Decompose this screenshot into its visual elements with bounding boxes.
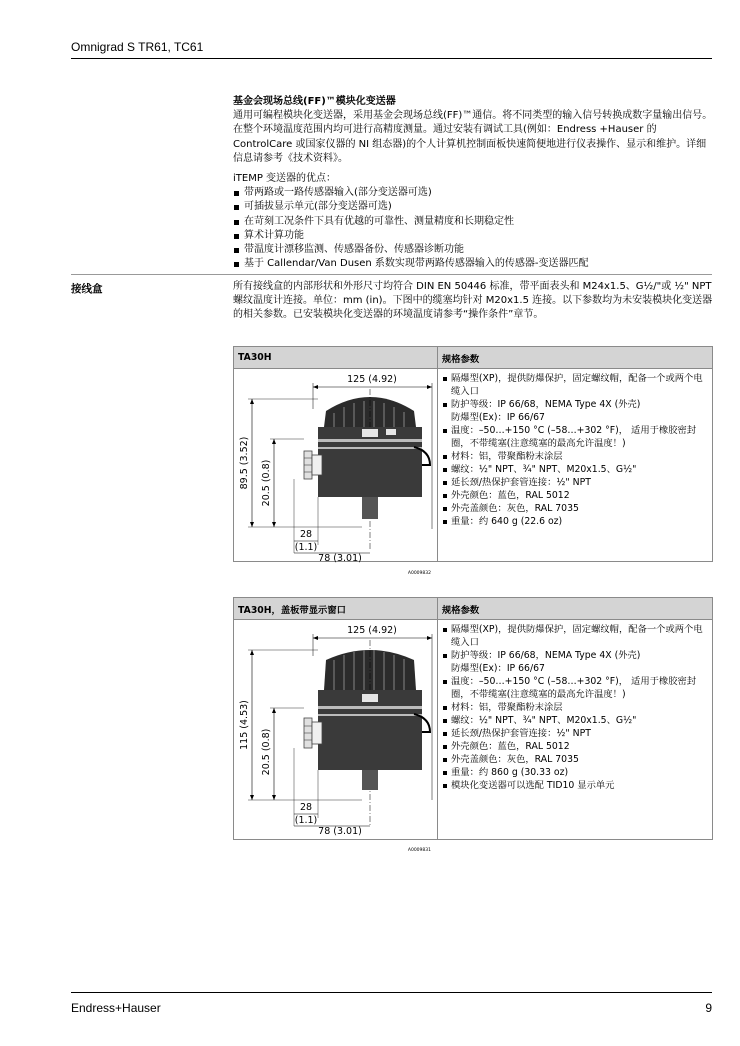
list-item: 基于 Callendar/Van Dusen 系数实现带两路传感器输入的传感器-变送器匹配 — [233, 257, 713, 271]
dim-inner: 20.5 (0.8) — [261, 728, 272, 776]
list-item: 防护等级：IP 66/68，NEMA Type 4X (外壳) 防爆型(Ex)：IP 66/67 — [442, 649, 706, 675]
list-item: 带温度计漂移监测、传感器备份、传感器诊断功能 — [233, 243, 713, 257]
footer-brand: Endress+Hauser — [71, 1001, 161, 1015]
advantages-title: iTEMP 变送器的优点： — [233, 173, 337, 185]
dim-width: 125 (4.92) — [347, 625, 397, 636]
drawing-cell — [234, 369, 438, 576]
list-item: 外壳盖颜色：灰色，RAL 7035 — [442, 753, 706, 766]
dim-height: 115 (4.53) — [239, 700, 250, 750]
list-item: 隔爆型(XP)，提供防爆保护，固定螺纹帽，配备一个或两个电缆入口 — [442, 623, 706, 649]
header-rule — [71, 58, 712, 59]
enclosure-drawing — [234, 369, 437, 576]
table-header-model: TA30H，盖板带显示窗口 — [234, 598, 438, 620]
list-item: 隔爆型(XP)，提供防爆保护，固定螺纹帽，配备一个或两个电缆入口 — [442, 372, 706, 398]
spec-list-cell — [438, 620, 713, 840]
list-item: 可插拔显示单元(部分变送器可选) — [233, 200, 713, 214]
list-item: 重量：约 640 g (22.6 oz) — [442, 515, 706, 528]
wiring-paragraph: 所有接线盒的内部形状和外形尺寸均符合 DIN EN 50446 标准，带平面表头和 M24x1.5、G½/"或 ½" NPT 螺纹温度计连接。单位：mm (in)。下图中的缆塞均针对 M20x1.5 连接。以下参数均为未安装模块化变送器的相关参数。已安装模块化变送器的环境温度请参考“操作条件”章节。 — [233, 281, 713, 321]
list-item: 防护等级：IP 66/68，NEMA Type 4X (外壳) 防爆型(Ex)：IP 66/67 — [442, 398, 706, 424]
dim-width: 125 (4.92) — [347, 374, 397, 385]
list-item: 延长颈/热保护套管连接：½" NPT — [442, 476, 706, 489]
enclosure-drawing — [234, 620, 437, 853]
list-item: 算术计算功能 — [233, 229, 713, 243]
list-item: 延长颈/热保护套管连接：½" NPT — [442, 727, 706, 740]
dim-78: 78 (3.01) — [318, 553, 362, 564]
spec-list-cell — [438, 369, 713, 562]
dim-28: 28 — [299, 802, 313, 813]
spec-table-ta30h — [233, 346, 713, 576]
list-item: 螺纹：½" NPT、¾" NPT、M20x1.5、G½" — [442, 714, 706, 727]
ff-section-paragraph: 通用可编程模块化变送器，采用基金会现场总线(FF)™通信。将不同类型的输入信号转换成数字量输出信号。在整个环境温度范围内均可进行高精度测量。通过安装有调试工具(例如：Endress +Hauser 的 ControlCare 或国家仪器的 NI 组态器)的个人计算机控制面板快速简便地进行仪表操作、显示和维护。详细信息请参考《技术资料》。 — [233, 110, 713, 164]
section-divider — [71, 274, 712, 275]
spec-list — [442, 372, 706, 528]
wiring-side-title: 接线盒 — [71, 283, 103, 295]
list-item: 带两路或一路传感器输入(部分变送器可选) — [233, 186, 713, 200]
spec-table-ta30h-window — [233, 597, 713, 853]
table-header-spec: 规格参数 — [438, 598, 713, 620]
dim-inner: 20.5 (0.8) — [261, 459, 272, 507]
list-item: 在苛刻工况条件下具有优越的可靠性、测量精度和长期稳定性 — [233, 215, 713, 229]
ff-section — [233, 95, 713, 271]
list-item: 外壳颜色：蓝色，RAL 5012 — [442, 740, 706, 753]
ff-section-title: 基金会现场总线(FF)™模块化变送器 — [233, 96, 396, 107]
spec-list — [442, 623, 706, 792]
list-item: 外壳颜色：蓝色，RAL 5012 — [442, 489, 706, 502]
advantages-list — [233, 186, 713, 271]
dim-height: 89.5 (3.52) — [239, 436, 250, 490]
table-header-model: TA30H — [234, 347, 438, 369]
list-item: 材料：铝，带聚酯粉末涂层 — [442, 450, 706, 463]
figure-id: A0009831 — [407, 848, 431, 853]
list-item: 温度：–50…+150 °C (–58…+302 °F)， 适用于橡胶密封圈，不带缆塞(注意缆塞的最高允许温度！) — [442, 424, 706, 450]
figure-id: A0009832 — [407, 571, 431, 576]
list-item: 重量：约 860 g (30.33 oz) — [442, 766, 706, 779]
page-number: 9 — [705, 1001, 712, 1015]
list-item: 外壳盖颜色：灰色，RAL 7035 — [442, 502, 706, 515]
dim-1-1: (1.1) — [294, 542, 318, 553]
footer-rule — [71, 992, 712, 993]
dim-78: 78 (3.01) — [318, 826, 362, 837]
dim-1-1: (1.1) — [294, 815, 318, 826]
list-item: 材料：铝，带聚酯粉末涂层 — [442, 701, 706, 714]
list-item: 温度：–50…+150 °C (–58…+302 °F)， 适用于橡胶密封圈，不带缆塞(注意缆塞的最高允许温度！) — [442, 675, 706, 701]
list-item: 螺纹：½" NPT、¾" NPT、M20x1.5、G½" — [442, 463, 706, 476]
table-header-spec: 规格参数 — [438, 347, 713, 369]
dim-28: 28 — [299, 529, 313, 540]
list-item: 模块化变送器可以选配 TID10 显示单元 — [442, 779, 706, 792]
drawing-cell — [234, 620, 438, 853]
document-header-title: Omnigrad S TR61, TC61 — [71, 40, 204, 54]
